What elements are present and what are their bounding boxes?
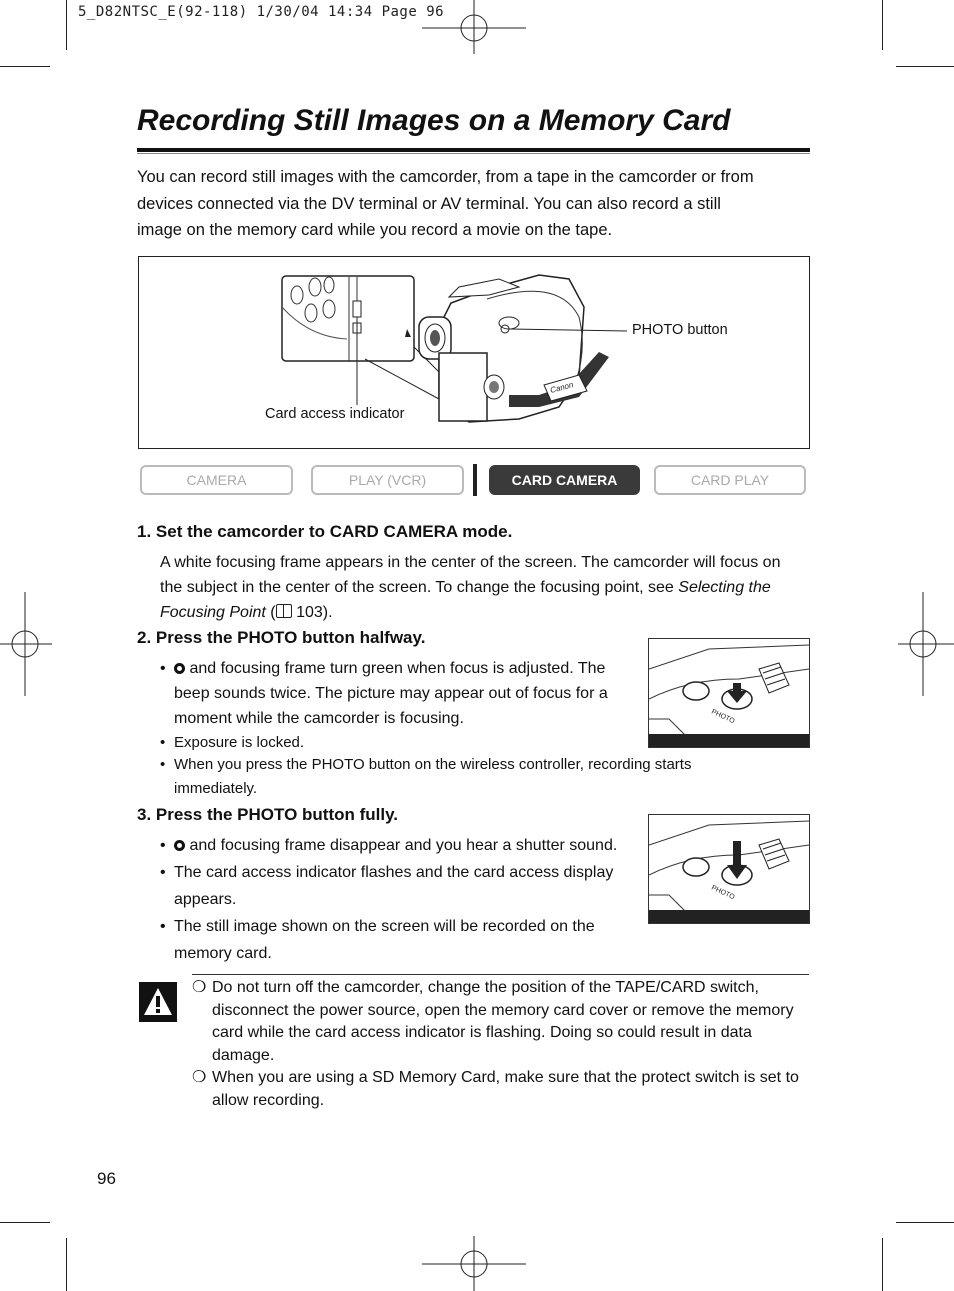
intro-paragraph (137, 164, 809, 244)
step3-bullet: • and focusing frame disappear and you hear a shutter sound. (160, 837, 618, 854)
crop-mark (66, 0, 67, 50)
registration-mark (0, 592, 52, 696)
svg-text:PHOTO: PHOTO (710, 708, 736, 726)
crop-mark (896, 66, 954, 67)
step3-heading: 3. Press the PHOTO button fully. (137, 805, 399, 824)
photo-button-illustration (649, 639, 809, 747)
photo-half-press-figure (648, 638, 810, 748)
intro-line: devices connected via the DV terminal or AV terminal. You can also record a still (137, 194, 721, 213)
step2-bullets (160, 656, 640, 755)
mode-card-play: CARD PLAY (654, 465, 806, 495)
registration-mark (420, 1236, 528, 1291)
mode-play-vcr: PLAY (VCR) (311, 465, 464, 495)
registration-mark (898, 592, 954, 696)
crop-mark (882, 0, 883, 50)
camcorder-illustration (139, 257, 809, 448)
step2-bullet: • and focusing frame turn green when focus is adjusted. The beep sounds twice. The picture may appear out of focus for a moment while the camcorder is focusing. (160, 660, 608, 727)
step3-bullets (160, 833, 645, 967)
mode-card-camera: CARD CAMERA (489, 465, 640, 495)
title-rule (137, 148, 810, 152)
caution-rule (192, 974, 809, 975)
step1-line: the subject in the center of the screen. To change the focusing point, see Selecting the (160, 579, 771, 596)
crop-mark (0, 1222, 50, 1223)
step1-line: A white focusing frame appears in the center of the screen. The camcorder will focus on (160, 554, 781, 571)
step1-line: Focusing Point ( 103). (160, 604, 333, 621)
caution-notes (192, 977, 804, 1112)
intro-line: image on the memory card while you record a movie on the tape. (137, 221, 613, 239)
step2-bullet: • When you press the PHOTO button on the wireless controller, recording starts immediately. (160, 756, 692, 797)
brand-logo: Canon (549, 380, 575, 395)
crop-mark (0, 66, 50, 67)
crop-mark (882, 1238, 883, 1291)
page-number: 96 (97, 1169, 116, 1188)
caution-item: ❍ Do not turn off the camcorder, change the position of the TAPE/CARD switch, disconnect the power source, open the memory card cover or remove the memory card while the card access indicator is flashing. Doing so could result in data damage. (192, 979, 794, 1064)
photo-button-label: PHOTO button (632, 322, 728, 338)
title-rule-thin (137, 153, 810, 154)
focus-mark-icon (174, 663, 185, 674)
mode-indicator-bar (140, 462, 808, 498)
step3-bullet: • The still image shown on the screen will be recorded on the memory card. (160, 918, 595, 962)
step1-text (160, 550, 810, 625)
step2-heading: 2. Press the PHOTO button halfway. (137, 628, 426, 647)
mode-separator (473, 464, 477, 496)
step3-bullet: • The card access indicator flashes and the card access display appears. (160, 864, 614, 908)
camcorder-figure (138, 256, 810, 449)
svg-text:PHOTO: PHOTO (710, 884, 736, 902)
print-header: 5_D82NTSC_E(92-118) 1/30/04 14:34 Page 96 (78, 4, 445, 20)
crop-mark (66, 1238, 67, 1291)
photo-full-press-figure (648, 814, 810, 924)
step1-heading: 1. Set the camcorder to CARD CAMERA mode. (137, 522, 513, 541)
focus-mark-icon (174, 840, 185, 851)
photo-button-illustration (649, 815, 809, 923)
page-title: Recording Still Images on a Memory Card (137, 104, 731, 137)
intro-line: You can record still images with the camcorder, from a tape in the camcorder or from (137, 168, 754, 186)
card-access-indicator-label: Card access indicator (265, 406, 405, 422)
crop-mark (896, 1222, 954, 1223)
mode-camera: CAMERA (140, 465, 293, 495)
step2-bullet: • Exposure is locked. (160, 734, 305, 751)
caution-icon (139, 982, 177, 1022)
book-icon (276, 604, 292, 618)
caution-item: ❍ When you are using a SD Memory Card, make sure that the protect switch is set to allow recording. (192, 1069, 799, 1109)
